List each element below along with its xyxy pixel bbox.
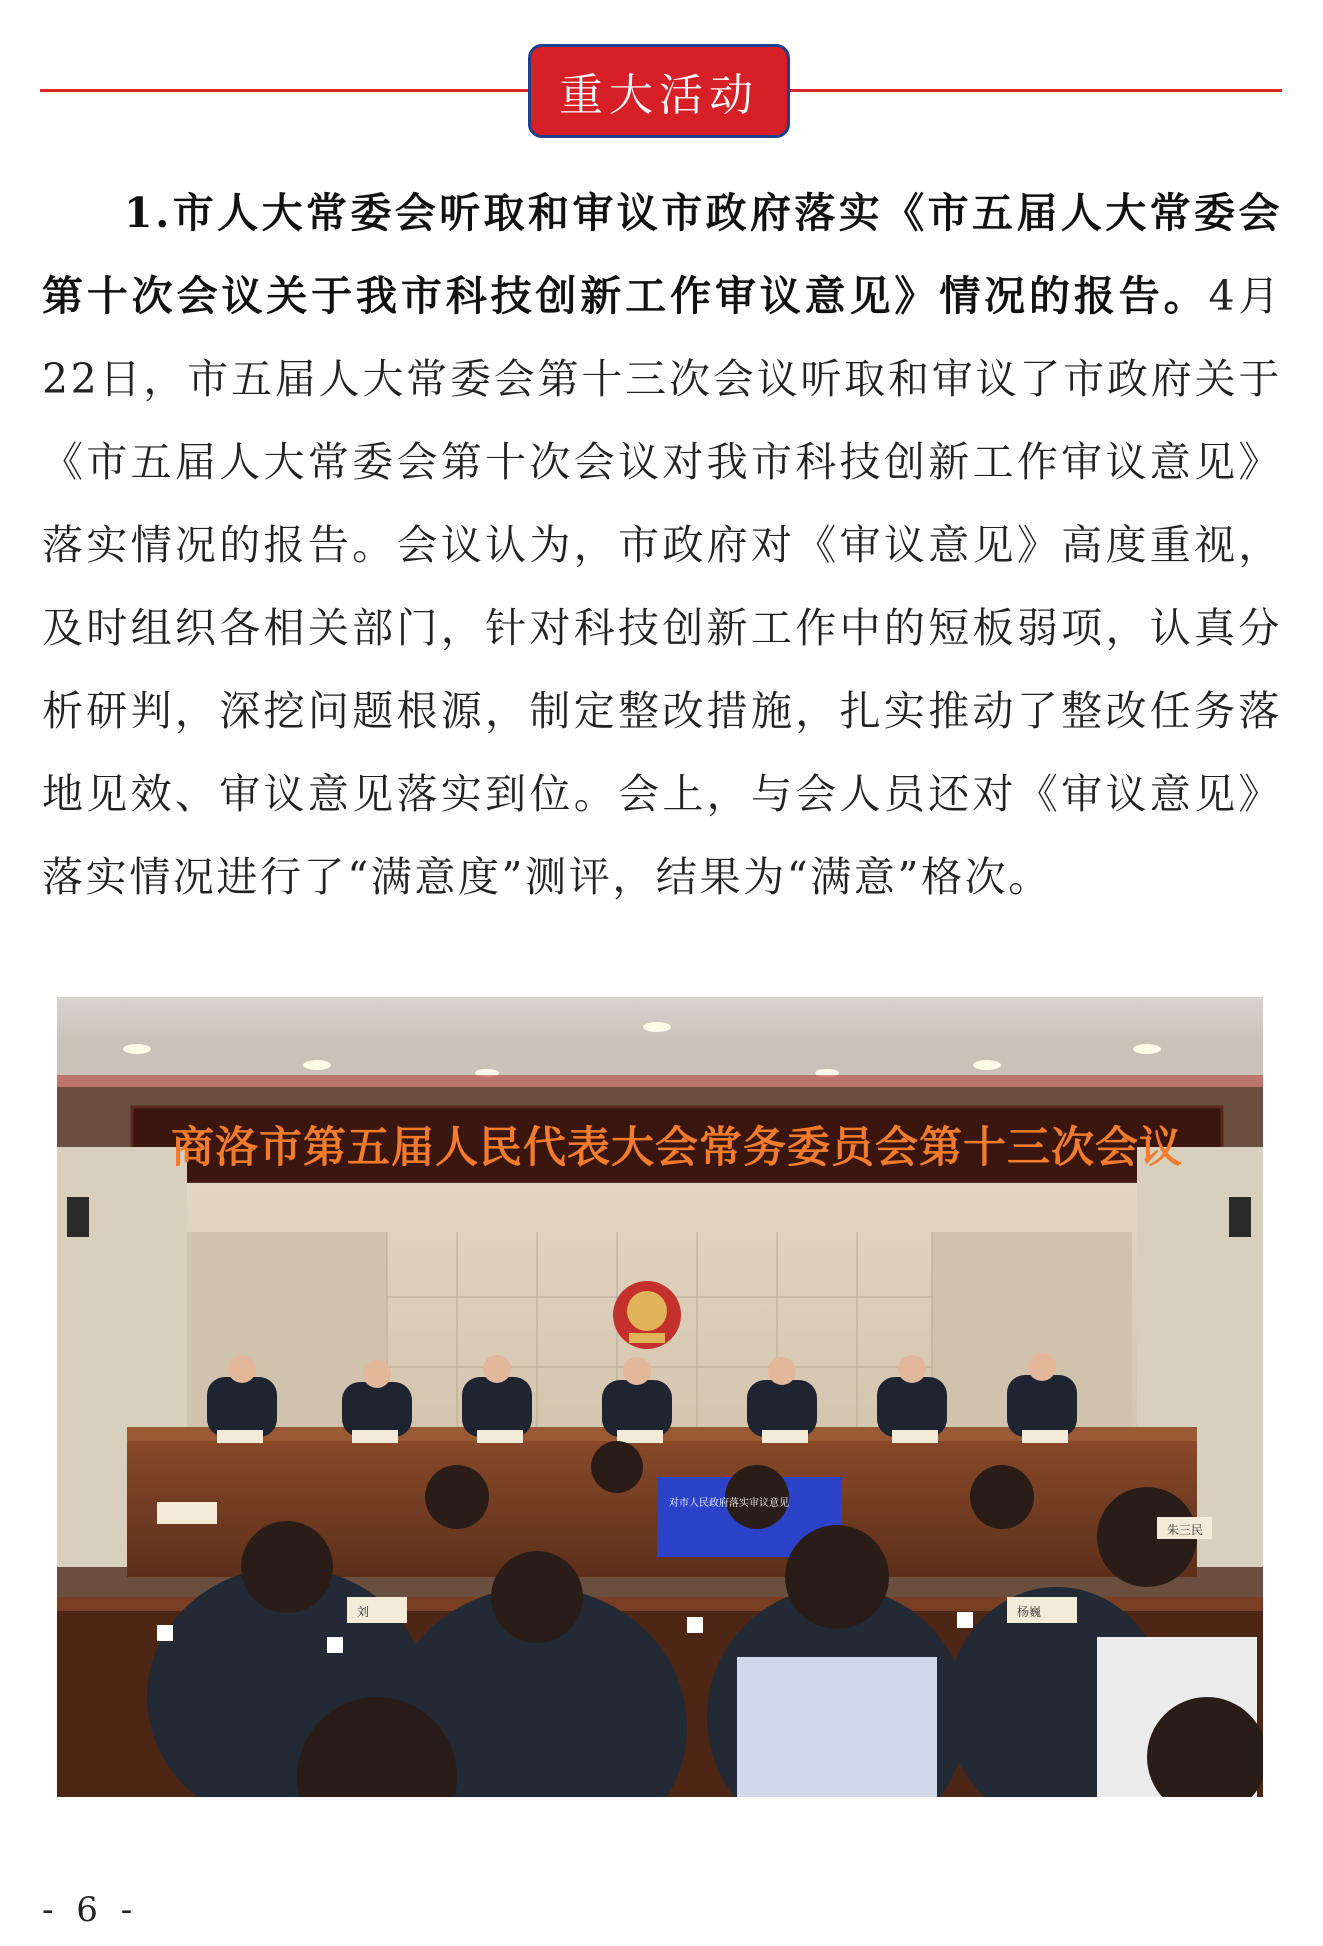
meeting-photo bbox=[57, 997, 1263, 1797]
nameplate: 杨巍 bbox=[1017, 1605, 1042, 1619]
header-rule-right bbox=[790, 89, 1282, 92]
page-number: - 6 - bbox=[42, 1890, 139, 1930]
section-title: 重大活动 bbox=[559, 70, 759, 121]
article-text: 4月22日，市五届人大常委会第十三次会议听取和审议了市政府关于《市五届人大常委会第十次会议对我市科技创新工作审议意见》落实情况的报告。会议认为，市政府对《审议意见》高度重视，及时组织各相关部门，针对科技创新工作中的短板弱项，认真分析研判，深挖问题根源，制定整改措施，扎实推动了整改任务落地见效、审议意见落实到位。会上，与会人员还对《审议意见》落实情况进行了“满意度”测评，结果为“满意”格次。 bbox=[42, 272, 1282, 901]
screen-caption: 对市人民政府落实审议意见 bbox=[669, 1498, 789, 1509]
article-body bbox=[42, 172, 1282, 919]
article-paragraph bbox=[42, 172, 1282, 919]
article-lead: 1.市人大常委会听取和审议市政府落实《市五届人大常委会第十次会议关于我市科技创新工作审议意见》情况的报告。 bbox=[42, 189, 1282, 320]
nameplate: 朱三民 bbox=[1167, 1523, 1204, 1537]
meeting-banner: 商洛市第五届人民代表大会常务委员会第十三次会议 bbox=[171, 1122, 1183, 1173]
nameplate: 刘 bbox=[357, 1605, 370, 1619]
header-rule-left bbox=[40, 89, 530, 92]
section-title-badge bbox=[528, 44, 790, 138]
